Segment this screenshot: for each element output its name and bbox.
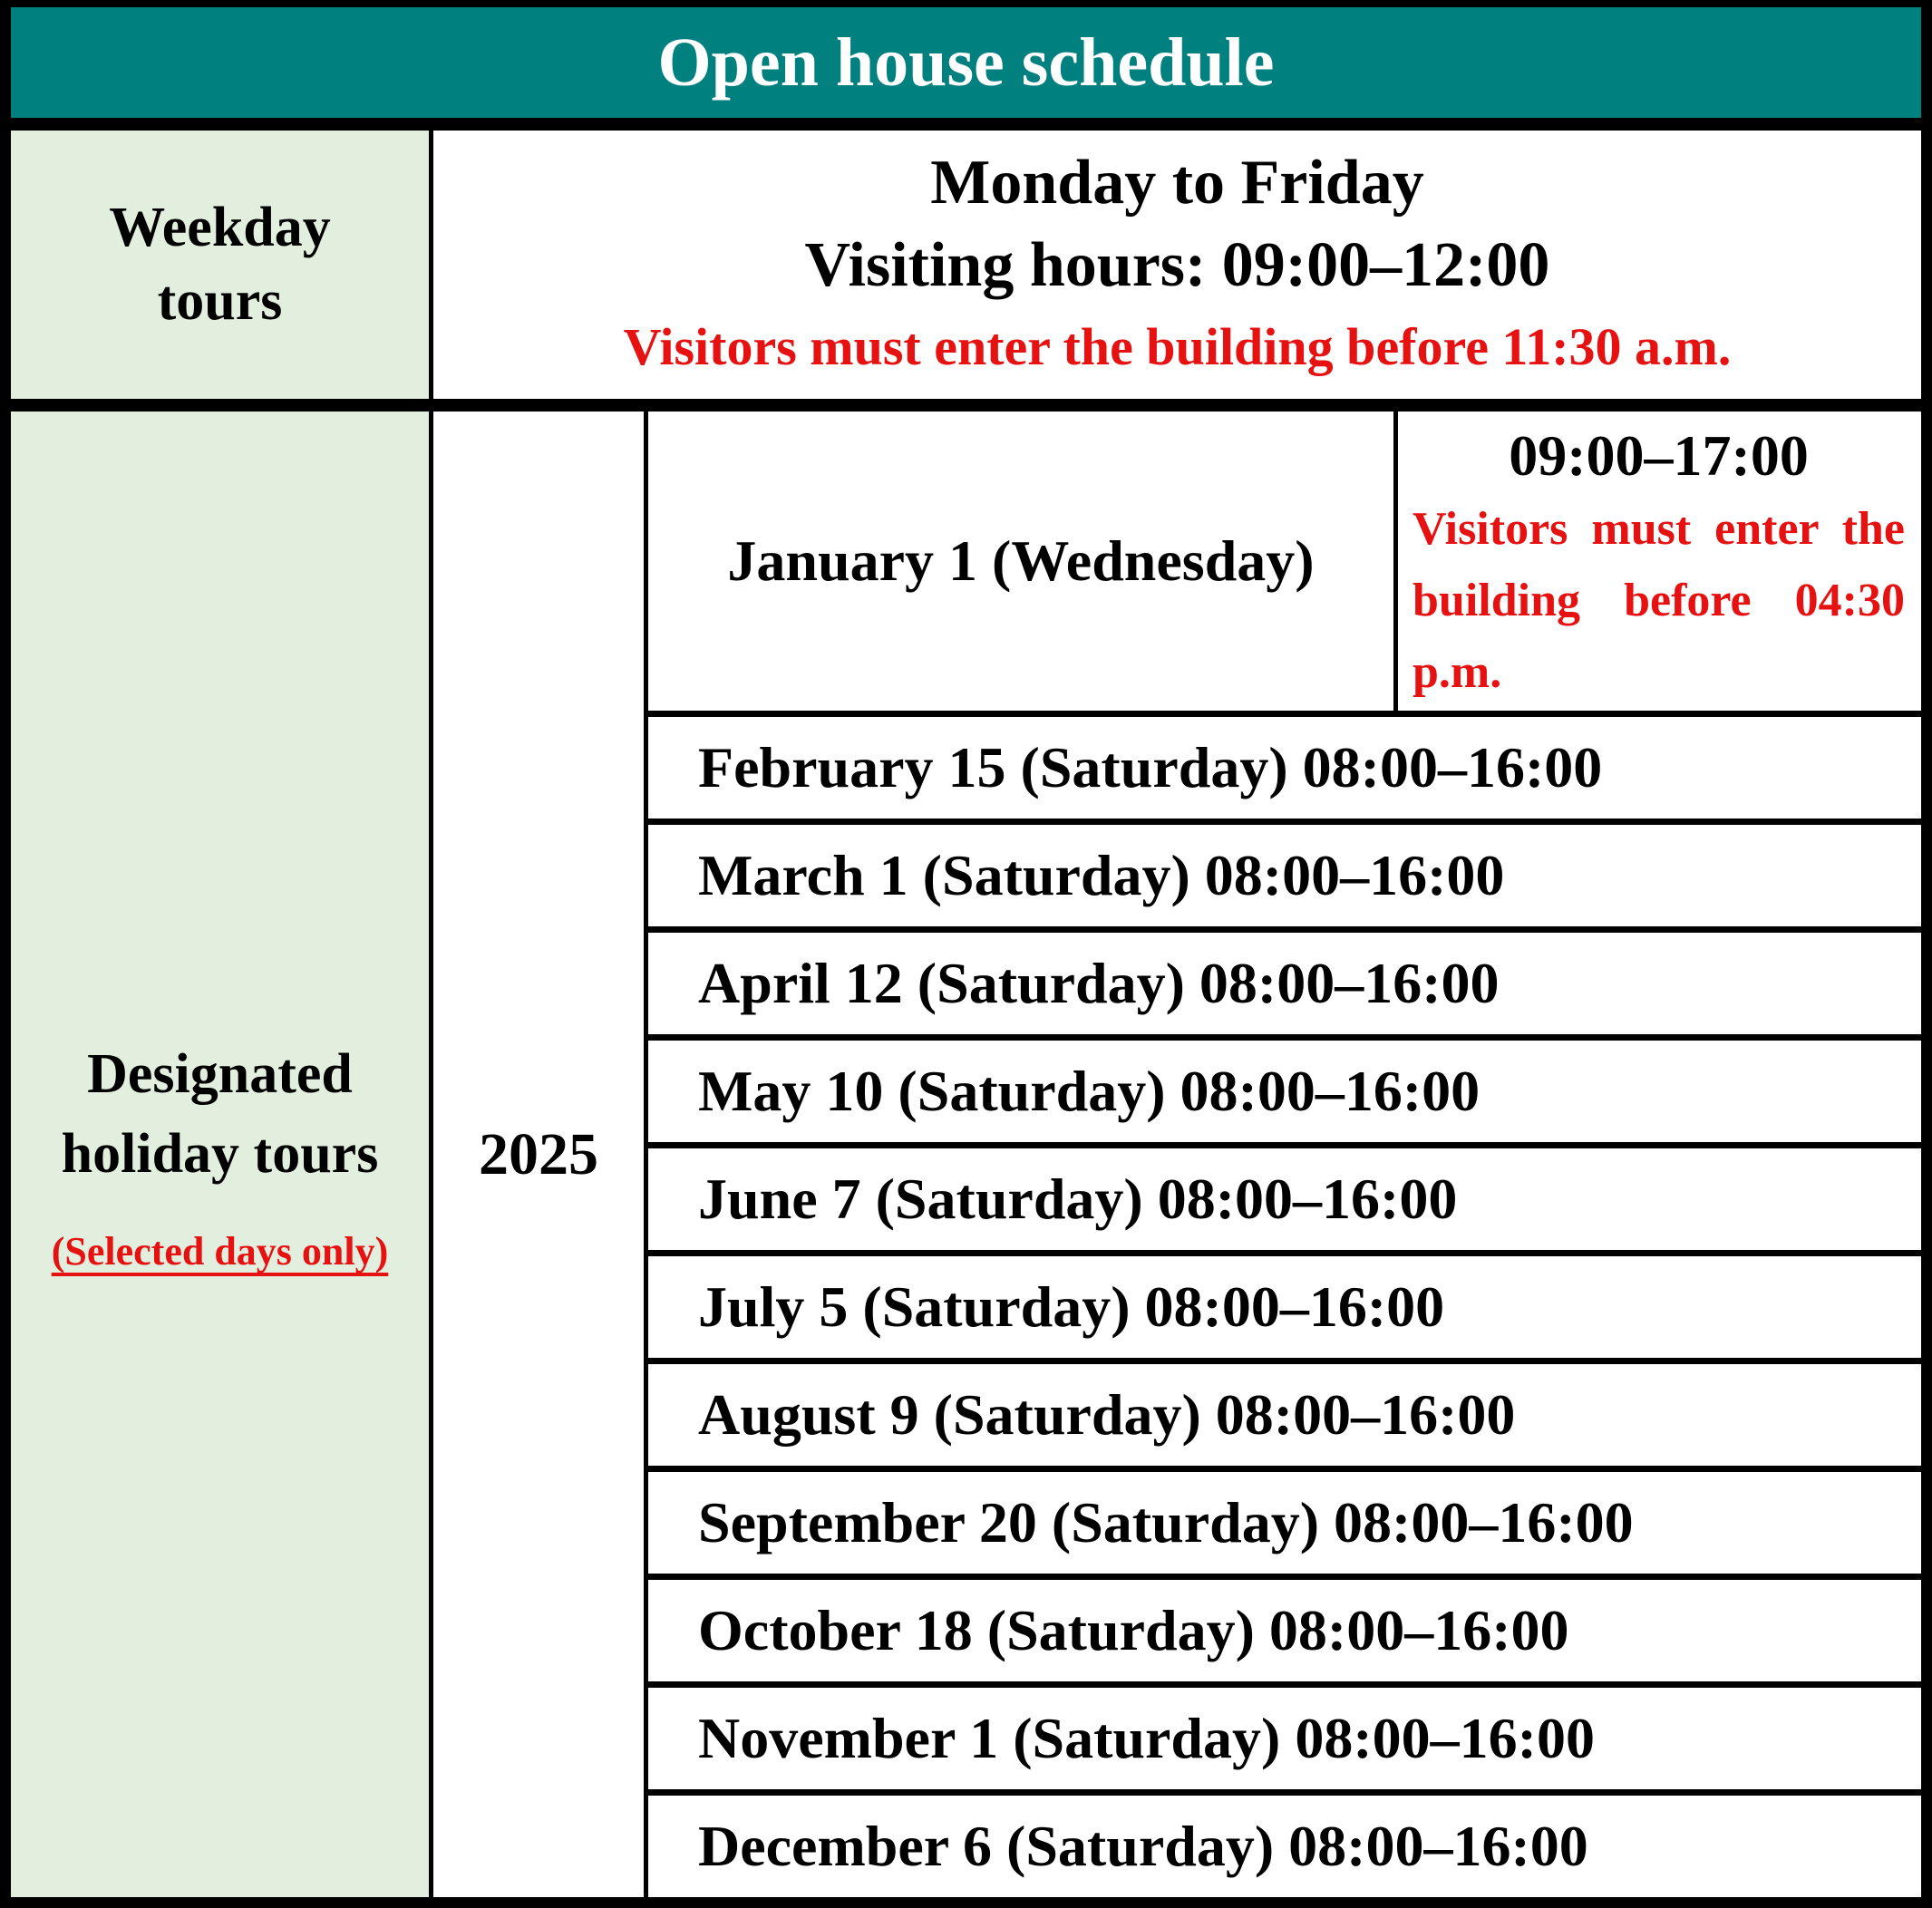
weekday-tours-label-cell — [11, 131, 429, 399]
table-title-text: Open house schedule — [657, 24, 1275, 101]
year-label: 2025 — [479, 1120, 598, 1187]
date-row-july: July 5 (Saturday) 08:00–16:00 — [648, 1256, 1921, 1358]
weekday-schedule-cell — [433, 131, 1921, 399]
january-entry-notice: Visitors must enter the building before 04:30 p.m. — [1413, 503, 1905, 698]
date-row-august: August 9 (Saturday) 08:00–16:00 — [648, 1364, 1921, 1466]
january-row — [648, 412, 1921, 711]
january-hours-cell — [1398, 412, 1921, 711]
holiday-selected-days-note: (Selected days only) — [51, 1229, 389, 1274]
weekday-schedule-days: Monday to Friday — [930, 148, 1424, 218]
date-row-december: December 6 (Saturday) 08:00–16:00 — [648, 1796, 1921, 1897]
date-row-february: February 15 (Saturday) 08:00–16:00 — [648, 717, 1921, 818]
january-date-cell — [648, 412, 1393, 711]
weekday-tours-label: Weekday tours — [109, 197, 331, 332]
date-row-september: September 20 (Saturday) 08:00–16:00 — [648, 1472, 1921, 1574]
holiday-dates-column — [648, 412, 1921, 1897]
date-row-october: October 18 (Saturday) 08:00–16:00 — [648, 1580, 1921, 1681]
date-row-june: June 7 (Saturday) 08:00–16:00 — [648, 1148, 1921, 1250]
weekday-schedule-hours: Visiting hours: 09:00–12:00 — [804, 230, 1550, 301]
weekday-entry-notice: Visitors must enter the building before 11:30 a.m. — [623, 317, 1732, 377]
year-cell — [433, 412, 644, 1897]
january-hours: 09:00–17:00 — [1509, 423, 1809, 488]
date-row-april: April 12 (Saturday) 08:00–16:00 — [648, 933, 1921, 1034]
holiday-tours-label: Designated holiday tours — [61, 1042, 379, 1185]
holiday-tours-label-cell — [11, 412, 429, 1897]
table-title — [11, 7, 1921, 118]
date-row-may: May 10 (Saturday) 08:00–16:00 — [648, 1041, 1921, 1142]
weekday-tours-row — [11, 131, 1921, 399]
january-date: January 1 (Wednesday) — [727, 528, 1315, 593]
holiday-tours-section — [11, 412, 1921, 1897]
date-row-march: March 1 (Saturday) 08:00–16:00 — [648, 825, 1921, 926]
date-row-november: November 1 (Saturday) 08:00–16:00 — [648, 1688, 1921, 1789]
